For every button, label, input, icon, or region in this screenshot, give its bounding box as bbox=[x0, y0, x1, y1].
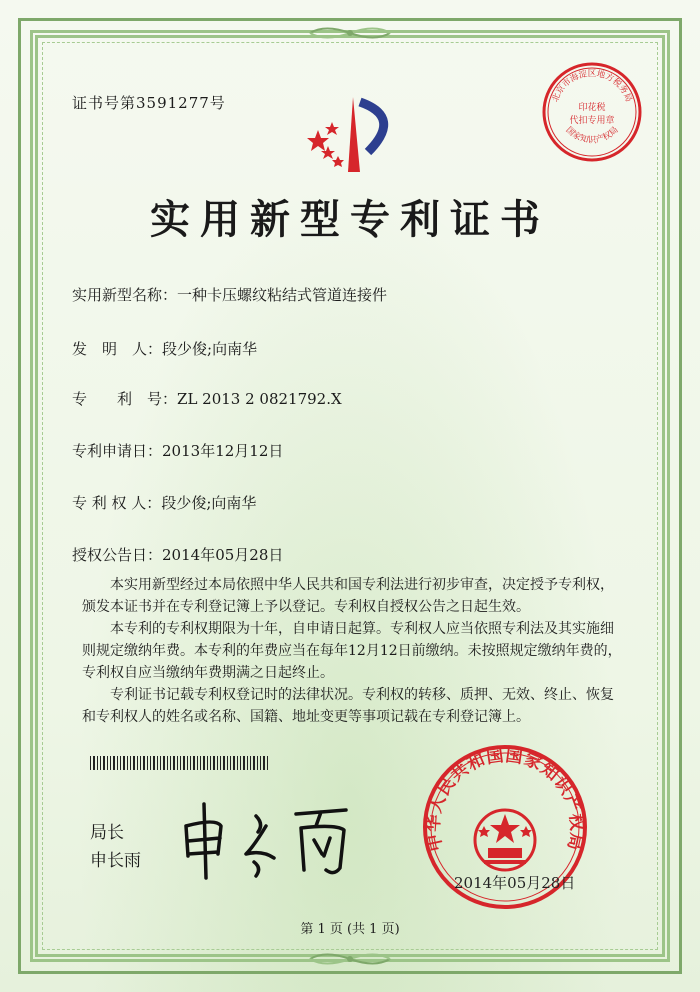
field-value: 段少俊;向南华 bbox=[162, 340, 258, 358]
field-value: 一种卡压螺纹粘结式管道连接件 bbox=[177, 286, 388, 304]
field-application-date bbox=[72, 440, 283, 461]
top-ornament-icon bbox=[305, 24, 395, 42]
field-label: 发 明 人： bbox=[72, 340, 163, 358]
svg-text:中华人民共和国国家知识产权局 bbox=[423, 746, 588, 853]
paragraph-term: 本专利的专利权期限为十年，自申请日起算。专利权人应当依照专利法及其实施细则规定缴纳年费。本专利的年费应当在每年12月12日前缴纳。未按照规定缴纳年费的，专利权自应当缴纳年费期满之日起终止。 bbox=[82, 621, 622, 681]
paragraph-grant: 本实用新型经过本局依照中华人民共和国专利法进行初步审查，决定授予专利权，颁发本证书并在专利登记簿上予以登记。专利权自授权公告之日起生效。 bbox=[82, 577, 614, 615]
field-utility-model-name bbox=[72, 284, 387, 305]
signatory-role: 局长 bbox=[90, 823, 124, 843]
page-footer: 第 1 页 (共 1 页) bbox=[300, 922, 400, 937]
svg-text:国家知识产权局 bbox=[564, 125, 621, 145]
field-label: 专 利 号： bbox=[72, 390, 178, 408]
tax-seal-ring-text: 北京市海淀区地方税务局 bbox=[550, 69, 634, 104]
tax-seal-bottom-text: 国家知识产权局 bbox=[563, 125, 621, 146]
field-label: 实用新型名称： bbox=[72, 286, 178, 304]
tax-seal-center-line2: 代扣专用章 bbox=[569, 116, 615, 126]
handwritten-signature-icon bbox=[176, 796, 376, 886]
field-value: 2013年12月12日 bbox=[162, 442, 284, 460]
field-label: 授权公告日： bbox=[72, 546, 163, 564]
tax-seal-center-line1: 印花税 bbox=[578, 103, 606, 113]
bottom-ornament-icon bbox=[305, 950, 395, 968]
signatory-name: 申长雨 bbox=[90, 851, 141, 871]
field-value: ZL 2013 2 0821792.X bbox=[177, 390, 342, 408]
tax-seal-icon bbox=[540, 60, 644, 164]
field-grant-date bbox=[72, 544, 283, 565]
official-seal-ring-text: 中华人民共和国国家知识产权局 bbox=[423, 745, 587, 853]
field-label: 专 利 权 人： bbox=[72, 494, 162, 512]
field-value: 段少俊;向南华 bbox=[161, 494, 257, 512]
patent-office-logo-icon bbox=[298, 92, 408, 182]
paragraph-legal-status: 专利证书记载专利权登记时的法律状况。专利权的转移、质押、无效、终止、恢复和专利权人的姓名或名称、国籍、地址变更等事项记载在专利登记簿上。 bbox=[82, 687, 614, 725]
barcode-icon bbox=[90, 756, 270, 770]
field-value: 2014年05月28日 bbox=[162, 546, 284, 564]
field-label: 专利申请日： bbox=[72, 442, 163, 460]
certificate-number: 证书号第3591277号 bbox=[72, 94, 226, 112]
certificate-title: 实用新型专利证书 bbox=[150, 196, 550, 243]
field-patentee bbox=[72, 492, 256, 513]
field-patent-number bbox=[72, 388, 342, 409]
field-inventor bbox=[72, 338, 257, 359]
seal-date: 2014年05月28日 bbox=[454, 874, 576, 892]
